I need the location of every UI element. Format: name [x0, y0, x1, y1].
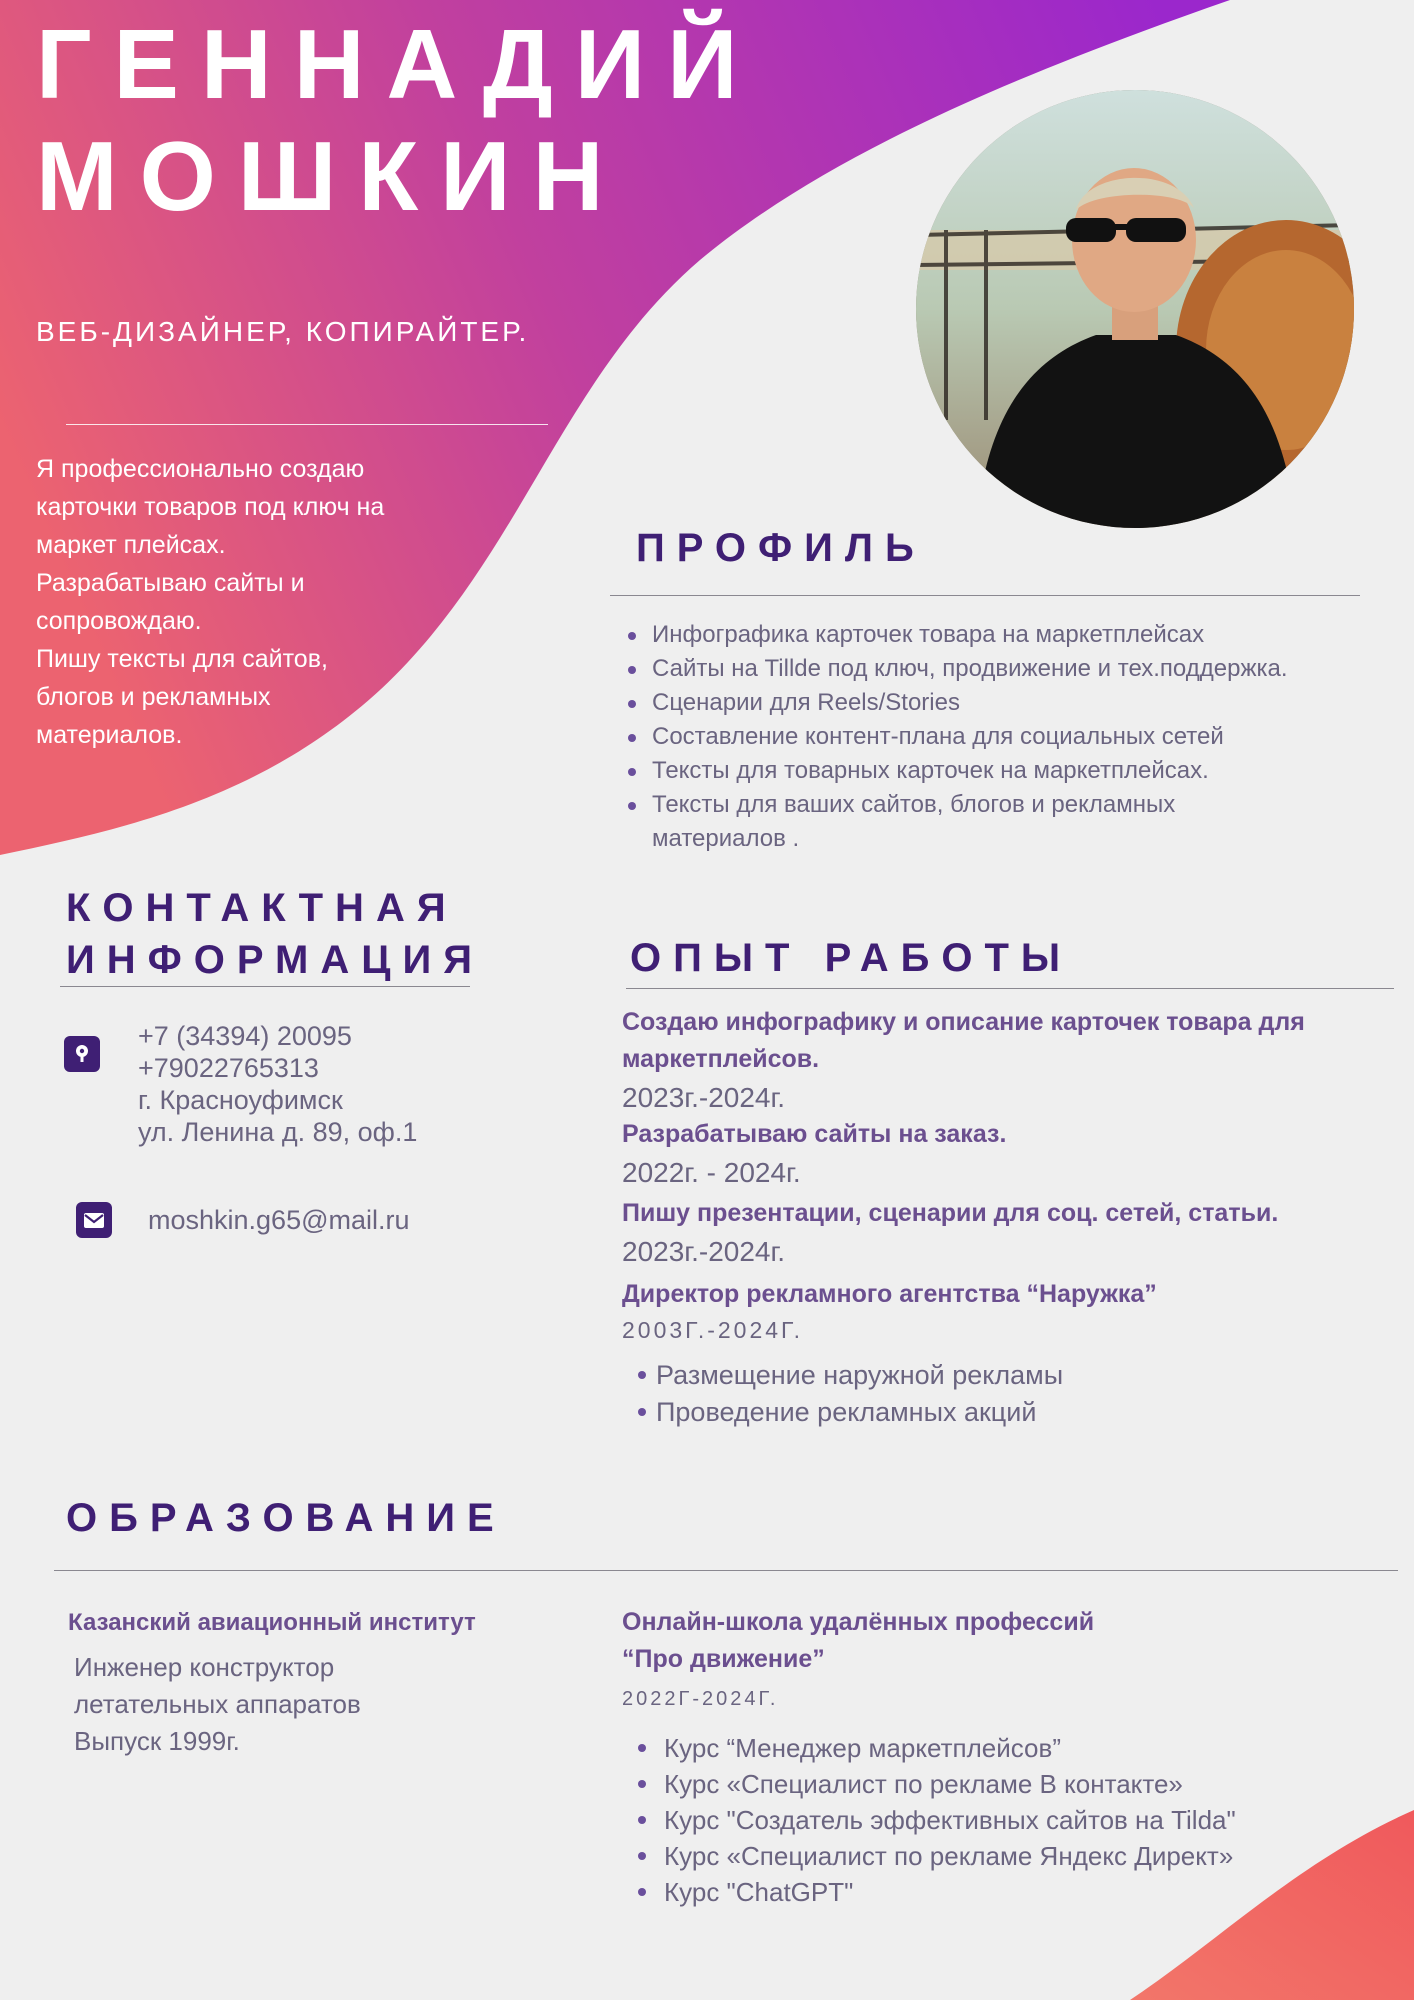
list-item: Курс «Специалист по рекламе В контакте» [622, 1766, 1382, 1802]
list-item: Тексты для ваших сайтов, блогов и рекламных материалов . [612, 788, 1312, 856]
intro-line: Пишу тексты для сайтов, [36, 645, 328, 673]
job-title: Пишу презентации, сценарии для соц. сетей, статьи. [622, 1199, 1279, 1227]
list-item: Курс "ChatGPT" [622, 1874, 1382, 1910]
university-name: Казанский авиационный институт [68, 1609, 476, 1636]
phone-mobile[interactable]: +79022765313 [138, 1053, 319, 1083]
profile-divider [610, 595, 1360, 596]
list-item: Курс «Специалист по рекламе Яндекс Директ» [622, 1838, 1382, 1874]
education-divider [54, 1570, 1398, 1571]
role-divider [66, 424, 548, 425]
degree-line: летательных аппаратов [74, 1689, 361, 1719]
address-city: г. Красноуфимск [138, 1085, 343, 1115]
contact-details [138, 1020, 417, 1148]
degree-line: Инженер конструктор [74, 1652, 335, 1682]
list-item: Курс “Менеджер маркетплейсов” [622, 1730, 1382, 1766]
list-item: Курс "Создатель эффективных сайтов на Tilda" [622, 1802, 1382, 1838]
intro-text [36, 450, 506, 754]
university-details [68, 1649, 588, 1760]
experience-list [622, 1004, 1362, 1431]
profile-heading: ПРОФИЛЬ [636, 526, 926, 570]
school-name [622, 1604, 1382, 1678]
experience-divider [626, 988, 1394, 989]
intro-line: карточки товаров под ключ на [36, 493, 385, 521]
phone-landline[interactable]: +7 (34394) 20095 [138, 1021, 352, 1051]
intro-line: материалов. [36, 721, 183, 749]
contact-heading [66, 882, 484, 986]
contact-heading-line1: КОНТАКТНАЯ [66, 886, 458, 930]
duties-list [622, 1357, 1362, 1431]
job-date: 2003Г.-2024Г. [622, 1317, 804, 1343]
graduation-year: Выпуск 1999г. [74, 1726, 240, 1756]
first-name: ГЕННАДИЙ [36, 9, 760, 119]
intro-line: маркет плейсах. [36, 531, 226, 559]
contact-divider [60, 986, 470, 987]
school-name-line1: Онлайн-школа удалённых профессий [622, 1608, 1095, 1636]
list-item: Тексты для товарных карточек на маркетплейсах. [612, 754, 1312, 788]
courses-list [622, 1730, 1382, 1910]
location-pin-icon [64, 1036, 100, 1072]
job-role: ВЕБ-ДИЗАЙНЕР, КОПИРАЙТЕР. [36, 316, 530, 347]
list-item: Сайты на Tillde под ключ, продвижение и тех.поддержка. [612, 652, 1312, 686]
envelope-icon [76, 1202, 112, 1238]
intro-line: блогов и рекламных [36, 683, 271, 711]
list-item: Проведение рекламных акций [622, 1394, 1362, 1431]
job-title: Создаю инфографику и описание карточек товара для маркетплейсов. [622, 1008, 1305, 1073]
address-street: ул. Ленина д. 89, оф.1 [138, 1117, 418, 1147]
online-school-block [622, 1604, 1382, 1910]
intro-line: сопровождаю. [36, 607, 202, 635]
job-title: Директор рекламного агентства “Наружка” [622, 1280, 1157, 1308]
job-title: Разрабатываю сайты на заказ. [622, 1120, 1007, 1148]
intro-line: Разрабатываю сайты и [36, 569, 305, 597]
university-block [68, 1604, 588, 1760]
list-item: Размещение наружной рекламы [622, 1357, 1362, 1394]
school-date: 2022Г-2024Г. [622, 1688, 779, 1710]
contact-heading-line2: ИНФОРМАЦИЯ [66, 938, 484, 982]
list-item: Инфографика карточек товара на маркетплейсах [612, 618, 1312, 652]
job-date: 2022г. - 2024г. [622, 1157, 801, 1188]
education-heading: ОБРАЗОВАНИЕ [66, 1496, 506, 1540]
school-name-line2: “Про движение” [622, 1645, 825, 1673]
profile-list [612, 618, 1312, 856]
last-name: МОШКИН [36, 121, 626, 231]
email-link[interactable]: moshkin.g65@mail.ru [148, 1205, 410, 1235]
job-date: 2023г.-2024г. [622, 1236, 786, 1267]
profile-photo [916, 90, 1354, 528]
candidate-name [36, 8, 760, 232]
experience-heading: ОПЫТ РАБОТЫ [630, 936, 1073, 980]
intro-line: Я профессионально создаю [36, 455, 365, 483]
job-date: 2023г.-2024г. [622, 1082, 786, 1113]
list-item: Составление контент-плана для социальных сетей [612, 720, 1312, 754]
list-item: Сценарии для Reels/Stories [612, 686, 1312, 720]
